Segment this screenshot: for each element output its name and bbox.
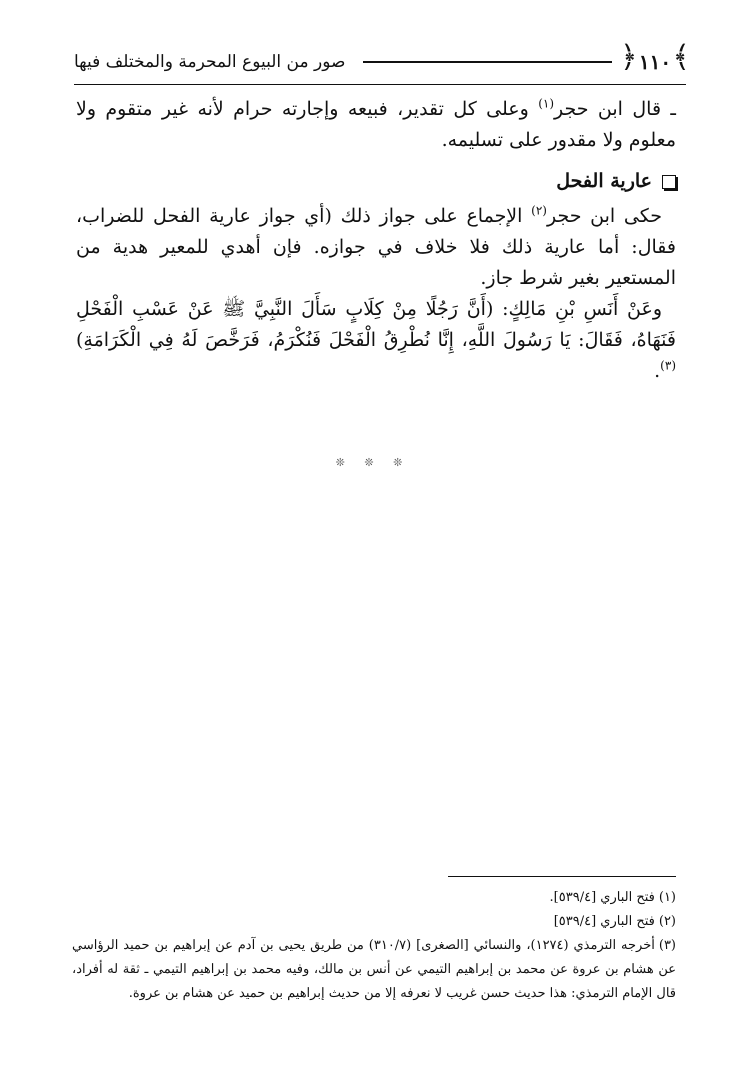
footnote-1 — [72, 886, 676, 910]
paragraph-2 — [76, 201, 676, 294]
paragraph-2-start: حكى ابن حجر — [546, 205, 662, 227]
header-rule — [363, 61, 612, 63]
page-number: ﴾ ١١٠ ﴿ — [624, 47, 686, 77]
square-bullet-icon — [662, 175, 676, 189]
footnote-ref-2[interactable]: (٢) — [531, 203, 547, 218]
footnote-3 — [72, 934, 676, 1006]
footnote-ref-3[interactable]: (٣) — [660, 358, 676, 373]
paragraph-1 — [76, 94, 676, 156]
footnote-rule — [448, 876, 676, 877]
footnote-text: فتح الباري [٥٣٩/٤]. — [549, 890, 655, 905]
section-title: عارية الفحل — [556, 170, 652, 192]
main-text — [76, 94, 676, 387]
section-heading — [76, 166, 676, 197]
footnote-text: أخرجه الترمذي (١٢٧٤)، والنسائي [الصغرى] (٣١٠/٧) من طريق يحيى بن آدم عن إبراهيم بن حميد الرؤاسي عن هشام بن عروة عن محمد بن إبراهيم التيمي عن أنس بن مالك، وفيه محمد بن إبراهيم التيمي ـ ثقة له أفراد، قال الإمام الترمذي: هذا حديث حسن غريب لا نعرفه إلا من حديث إبراهيم بن حميد عن هشام بن عروة. — [72, 938, 676, 1001]
footnote-2 — [72, 910, 676, 934]
paragraph-1-rest: وعلى كل تقدير، فبيعه وإجارته حرام لأنه غير متقوم ولا معلوم ولا مقدور على تسليمه. — [76, 98, 676, 151]
footnotes — [72, 886, 676, 1006]
hadith-end: . — [654, 360, 661, 382]
hadith-text: وعَنْ أَنَسِ بْنِ مَالِكٍ: (أَنَّ رَجُلًا مِنْ كِلَابٍ سَأَلَ النَّبِيَّ ﷺ عَنْ عَسْبِ الْفَحْلِ فَنَهَاهُ، فَقَالَ: يَا رَسُولَ اللَّهِ، إِنَّا نُطْرِقُ الْفَحْلَ فَنُكْرَمُ، فَرَخَّصَ لَهُ فِي الْكَرَامَةِ) — [76, 298, 676, 351]
footnote-number: (٢) — [658, 914, 676, 929]
section-separator: ❊ ❊ ❊ — [335, 456, 411, 469]
footnote-ref-1[interactable]: (١) — [538, 96, 555, 111]
footnote-text: فتح الباري [٥٣٩/٤] — [553, 914, 655, 929]
hadith-paragraph — [76, 294, 676, 387]
header-divider — [74, 84, 686, 85]
paragraph-2-rest: الإجماع على جواز ذلك (أي جواز عارية الفحل للضراب، فقال: أما عارية ذلك فلا خلاف في جوازه. فإن أهدي للمعير هدية من المستعير بغير شرط جاز. — [76, 205, 676, 289]
running-header — [74, 42, 686, 82]
paragraph-1-start: ـ قال ابن حجر — [554, 98, 676, 120]
running-title: صور من البيوع المحرمة والمختلف فيها — [74, 52, 346, 72]
footnote-number: (٣) — [658, 938, 676, 953]
footnote-number: (١) — [658, 890, 676, 905]
